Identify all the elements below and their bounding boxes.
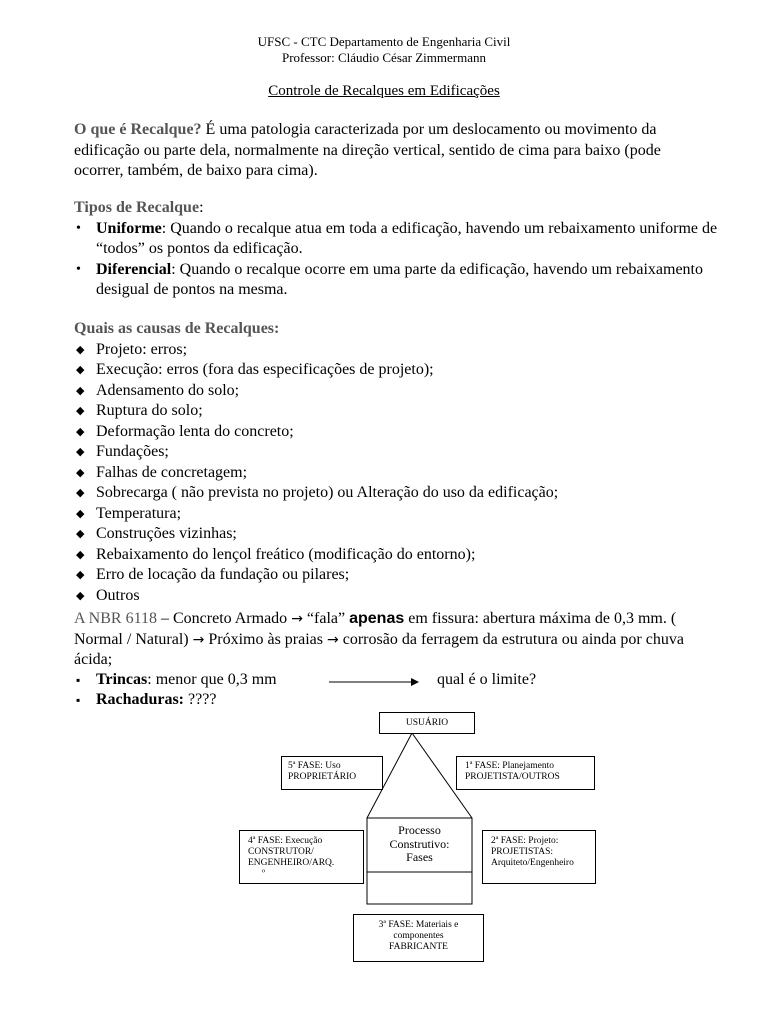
tipo-text: : Quando o recalque ocorre em uma parte da edificação, havendo um rebaixamento desigual de pontos na mesma. — [96, 260, 703, 298]
intro-question: O que é Recalque? — [74, 121, 202, 138]
causa-text: Construções vizinhas; — [96, 525, 237, 542]
nbr-text-2: “fala” — [302, 610, 350, 627]
nbr-text-1: – Concreto Armado — [156, 610, 292, 627]
diamond-bullet-icon: ◆ — [76, 343, 85, 356]
fase5-box — [281, 756, 383, 790]
tipos-heading-colon: : — [199, 199, 204, 216]
causa-text: Rebaixamento do lençol freático (modificação do entorno); — [96, 545, 476, 563]
fase2-who-2: Arquiteto/Engenheiro — [491, 858, 574, 868]
nbr-apenas: apenas — [349, 610, 405, 627]
trincas-term: Trincas — [96, 671, 148, 688]
causa-text: Temperatura; — [96, 504, 182, 522]
nbr-text-3: em fissura: abertura máxima de 0,3 mm. ( Normal / Natural) — [74, 610, 677, 648]
fase3-who: FABRICANTE — [389, 942, 448, 952]
causa-text: Fundações; — [96, 443, 169, 460]
header-professor: Professor: Cláudio César Zimmermann — [282, 50, 486, 65]
causa-text: Sobrecarga ( não prevista no projeto) ou Alteração do uso da edificação; — [96, 484, 559, 501]
fase3-box — [353, 914, 484, 962]
diamond-bullet-icon: ◆ — [76, 589, 85, 602]
arrow-right-icon: → — [192, 631, 205, 648]
diamond-bullet-icon: ◆ — [76, 364, 85, 376]
tipos-heading-text: Tipos de Recalque — [74, 199, 200, 216]
intro-text: É uma patologia caracterizada por um deslocamento ou movimento da edificação ou parte dela, normalmente na direção vertical, sentido de cima para baixo (pode ocorrer, também, de baixo para cima). — [74, 121, 661, 179]
usuario-box — [379, 712, 475, 734]
causa-text: Falhas de concretagem; — [96, 463, 248, 481]
square-bullet-icon: ▪ — [76, 673, 81, 687]
fase4-who-3: º — [262, 869, 265, 879]
nbr-text-5: corrosão da ferragem da estrutura ou ainda por chuva ácida; — [74, 630, 684, 668]
diamond-bullet-icon: ◆ — [76, 507, 85, 520]
square-bullet-icon: ▪ — [76, 693, 81, 707]
center-line-1: Processo — [398, 823, 441, 837]
fase2-title: 2ª FASE: Projeto: — [491, 836, 559, 846]
nbr-ref: A NBR 6118 — [74, 610, 157, 627]
causa-text: Ruptura do solo; — [96, 402, 203, 419]
fase4-who-1: CONSTRUTOR/ — [248, 847, 314, 857]
fase2-who-1: PROJETISTAS: — [491, 847, 554, 857]
bullet-icon: • — [76, 261, 81, 277]
causa-text: Projeto: erros; — [96, 340, 188, 358]
fase3-title: 3ª FASE: Materiais e — [378, 920, 459, 930]
fase1-who: PROJETISTA/OUTROS — [465, 772, 560, 782]
diamond-bullet-icon: ◆ — [76, 384, 85, 397]
causa-text: Execução: erros (fora das especificações de projeto); — [96, 361, 434, 378]
diamond-bullet-icon: ◆ — [76, 528, 85, 540]
diamond-bullet-icon: ◆ — [76, 569, 85, 581]
fase1-box — [456, 756, 595, 790]
bullet-icon: • — [76, 220, 81, 236]
diamond-bullet-icon: ◆ — [76, 487, 85, 499]
trincas-text: : menor que 0,3 mm — [147, 671, 277, 688]
causa-text: Adensamento do solo; — [96, 381, 240, 399]
fase3-title-2: componentes — [393, 931, 444, 941]
center-label — [367, 824, 472, 865]
diamond-bullet-icon: ◆ — [76, 405, 85, 417]
arrow-right-icon: → — [291, 611, 303, 627]
arrow-right-icon: → — [327, 631, 339, 648]
header-institution: UFSC - CTC Departamento de Engenharia Civil — [257, 34, 511, 49]
diamond-bullet-icon: ◆ — [76, 446, 85, 458]
causa-text: Outros — [96, 586, 140, 604]
document-title-text: Controle de Recalques em Edificações — [268, 83, 500, 99]
rachaduras-term: Rachaduras: — [96, 691, 185, 708]
diamond-bullet-icon: ◆ — [76, 548, 85, 561]
causa-text: Erro de locação da fundação ou pilares; — [96, 566, 350, 583]
causas-heading: Quais as causas de Recalques: — [74, 320, 280, 337]
fase4-title: 4ª FASE: Execução — [248, 836, 323, 846]
fase2-box — [482, 830, 596, 884]
fase1-title: 1ª FASE: Planejamento — [465, 761, 554, 771]
rachaduras-text: ???? — [184, 691, 217, 708]
tipo-term: Diferencial — [96, 260, 172, 278]
tipo-term: Uniforme — [96, 219, 162, 237]
diamond-bullet-icon: ◆ — [76, 425, 85, 438]
center-line-3: Fases — [406, 850, 433, 864]
nbr-text-4: Próximo às praias — [204, 630, 328, 648]
trincas-limit: qual é o limite? — [437, 671, 537, 688]
center-line-2: Construtivo: — [389, 836, 450, 851]
diamond-bullet-icon: ◆ — [76, 466, 85, 479]
fase4-who-2: ENGENHEIRO/ARQ. — [248, 858, 335, 868]
tipo-text: : Quando o recalque atua em toda a edificação, havendo um rebaixamento uniforme de “todos” os pontos da edificação. — [96, 219, 718, 257]
fase5-who: PROPRIETÁRIO — [288, 772, 357, 782]
causa-text: Deformação lenta do concreto; — [96, 422, 294, 440]
fase4-box — [239, 830, 364, 884]
fase5-title: 5ª FASE: Uso — [288, 761, 341, 771]
usuario-label: USUÁRIO — [405, 718, 449, 728]
